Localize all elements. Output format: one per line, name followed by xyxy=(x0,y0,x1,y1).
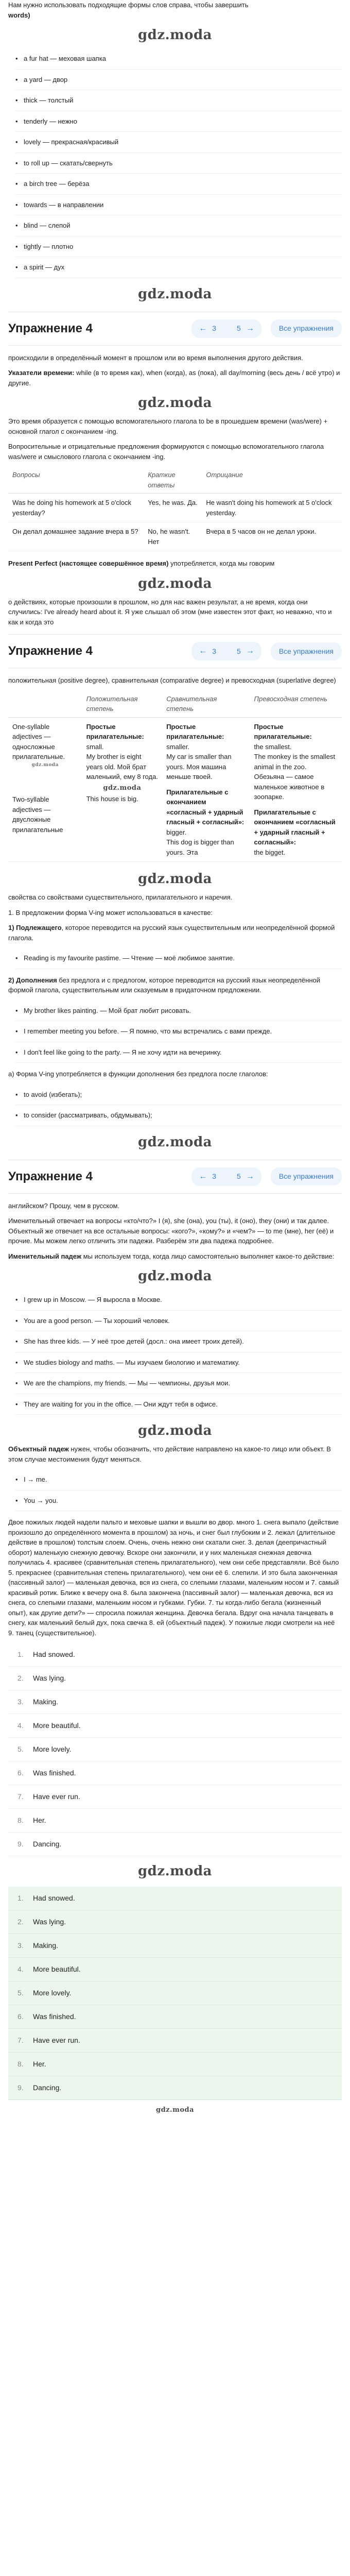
degrees-table xyxy=(8,691,342,862)
list-item: • We are the champions, my friends. — Мы — чемпионы, друзья мои. xyxy=(15,1373,342,1394)
next-exercise-link[interactable]: 5 xyxy=(237,1172,241,1180)
list-item: • thick — толстый xyxy=(15,90,342,111)
gerund-object-examples xyxy=(8,1001,342,1063)
prev-arrow-icon[interactable]: ← xyxy=(199,324,207,333)
watermark-logo: gdz.moda xyxy=(137,395,213,411)
past-cont-markers: Указатели времени: while (в то время как), when (когда), as (пока), all day/morning (весь день / всё утро) и другие. xyxy=(8,369,340,387)
answer-row: 8. Her. xyxy=(8,1809,342,1833)
exercise-nav xyxy=(191,319,342,338)
exercise-title: Упражнение 4 xyxy=(8,1169,93,1183)
watermark-logo: gdz.moda xyxy=(137,1268,213,1284)
answer-row: 8. Her. xyxy=(8,2053,342,2076)
table-header: Краткие ответы xyxy=(144,467,202,494)
table-row: Он делал домашнее задание вчера в 5? No, he wasn't. Нет Вчера в 5 часов он не делал уроки. xyxy=(8,522,342,551)
watermark-logo: gdz.moda xyxy=(155,2106,195,2114)
all-exercises-button[interactable]: Все упражнения xyxy=(271,319,342,337)
answer-row: 5. More lovely. xyxy=(8,1738,342,1761)
all-exercises-button[interactable]: Все упражнения xyxy=(271,642,342,660)
list-item: • We studies biology and maths. — Мы изучаем биологию и математику. xyxy=(15,1352,342,1374)
list-item: • blind — слепой xyxy=(15,215,342,236)
next-exercise-link[interactable]: 5 xyxy=(237,324,241,332)
next-arrow-icon[interactable]: → xyxy=(246,324,254,333)
list-item: • to avoid (избегать); xyxy=(15,1084,342,1106)
answer-row: 3. Making. xyxy=(8,1690,342,1714)
table-header: Положительная степень xyxy=(82,691,163,718)
prev-arrow-icon[interactable]: ← xyxy=(199,647,207,655)
watermark-logo: gdz.moda xyxy=(137,1863,213,1879)
exercise-nav xyxy=(191,642,342,660)
answer-row: 1. Had snowed. xyxy=(8,1887,342,1910)
gerund-subject: 1) Подлежащего, которое переводится на русский язык существительным или неопределённой формой глагола. xyxy=(8,924,335,942)
answer-row: 2. Was lying. xyxy=(8,1910,342,1934)
prev-exercise-link[interactable]: 3 xyxy=(212,1172,217,1180)
vocab-list xyxy=(8,48,342,278)
prev-arrow-icon[interactable]: ← xyxy=(199,1172,207,1181)
answer-row: 6. Was finished. xyxy=(8,1761,342,1785)
exercise-nav xyxy=(191,1167,342,1186)
present-perfect-text2: о действиях, которые произошли в прошлом, но для нас важен результат, а не время, когда они случились: I've already heard about it. Я уже слышал об этом (мне известен этот факт, но неважно, что и как и когда это xyxy=(8,598,332,626)
answer-row: 3. Making. xyxy=(8,1934,342,1958)
list-item: • I grew up in Moscow. — Я выросла в Москве. xyxy=(15,1290,342,1311)
table-header: Превосходная степень xyxy=(250,691,342,718)
table-header: Отрицание xyxy=(202,467,342,494)
present-perfect-text: Present Perfect (настоящее совершённое время) употребляется, когда мы говорим xyxy=(8,560,275,567)
watermark-logo: gdz.moda xyxy=(137,575,213,591)
list-item: • tightly — плотно xyxy=(15,236,342,258)
answer-row: 9. Dancing. xyxy=(8,1833,342,1856)
answer-row: 5. More lovely. xyxy=(8,1981,342,2005)
list-item: • tenderly — нежно xyxy=(15,111,342,132)
all-exercises-button[interactable]: Все упражнения xyxy=(271,1167,342,1185)
exercise-title: Упражнение 4 xyxy=(8,321,93,335)
prev-exercise-link[interactable]: 3 xyxy=(212,647,217,655)
intro-text: Нам нужно использовать подходящие формы слов справа, чтобы завершить words) xyxy=(8,1,249,19)
past-cont-p2: Это время образуется с помощью вспомогательного глагола to be в прошедшем времени (was/were) + основной глагол с окончанием -ing. xyxy=(8,417,328,435)
exercise-title: Упражнение 4 xyxy=(8,644,93,658)
watermark-logo: gdz.moda xyxy=(137,286,213,302)
list-item: • to consider (рассматривать, обдумывать); xyxy=(15,1105,342,1126)
watermark-logo: gdz.moda xyxy=(137,871,213,887)
story-text: Двое пожилых людей надели пальто и меховые шапки и вышли во двор. много 1. снега выпало (действие произошло до определённого момента в прошлом) за ночь, и снег был глубоким и 2. лежал (длительное действие в прошлом) толстым слоем. Очень, очень нежно они скатали снег. 3. делая (деепричастный оборот) маленькую снежную девочку. Вскоре они закончили, и у них маленькая снежная девочка получилась 4. красивее (сравнительная степень прилагательного), чем они себе представляли. Всё было 5. прекраснее (сравнительная степень прилагательного), чем они её 6. слепили. И это была законченная (пассивный залог) — маленькая девочка, вся из снега, со слепыми глазами, маленьким носом и 7. самый красивый ротик. Ближе к вечеру она 8. была закончена (пассивный залог) — маленькая девочка, вся из снега, со слепыми глазами, маленьким носом и губками. Губки. 7. ты когда-либо бегала (жизненный опыт), как другие дети?» — спросила пожилая женщина. Девочка бегала. Вдруг она начала танцевать в снегу, как маленький белый дух, пока свечка 8. ей (объектный падеж). У пожилые люди смотрели на неё 9. танец (существительное). xyxy=(8,1518,339,1637)
list-item: • a birch tree — берёза xyxy=(15,174,342,195)
table-header: Сравнительная степень xyxy=(162,691,250,718)
answer-row: 2. Was lying. xyxy=(8,1667,342,1690)
answer-row: 4. More beautiful. xyxy=(8,1714,342,1738)
list-item: • She has three kids. — У неё трое детей (досл.: она имеет троих детей). xyxy=(15,1331,342,1352)
pronouns-nom-examples xyxy=(8,1290,342,1415)
answer-row: 1. Had snowed. xyxy=(8,1643,342,1667)
watermark-logo: gdz.moda xyxy=(137,1134,213,1150)
gerund-a-examples xyxy=(8,1084,342,1126)
list-item: • I → me. xyxy=(15,1469,342,1490)
list-item: • I don't feel like going to the party. — Я не хочу идти на вечеринку. xyxy=(15,1042,342,1063)
watermark-logo: gdz.moda xyxy=(137,1423,213,1438)
answer-row: 4. More beautiful. xyxy=(8,1958,342,1981)
list-item: • lovely — прекрасная/красивый xyxy=(15,132,342,153)
prev-exercise-link[interactable]: 3 xyxy=(212,324,217,332)
pronouns-p1: английском? Прошу, чем в русском. xyxy=(8,1201,120,1210)
exercise-header xyxy=(8,634,342,668)
table-row: One-syllable adjectives — односложные прилагательные. gdz.moda Two-syllable adjectives — двусложные прилагательные Простые прилагательные: small. My brother is eight years old. Мой брат маленький, ему 8 года. gdz.moda This house is big. Простые прилагательные: smaller. My car is smaller than yours. Моя машина меньше твоей. Прилагательные с окончанием «согласный + ударный гласный + согласный»: bigger. This dog is bigger than yours. Эта Простые прилагательные: the smallest. The monkey is the smallest animal in the zoo. Обезьяна — самое маленькое животное в зоопарке. Прилагательные с окончанием «согласный + ударный гласный + согласный»: the bigget. xyxy=(8,717,342,862)
exercise-pager xyxy=(191,642,261,660)
list-item: • a yard — двор xyxy=(15,70,342,91)
gerund-subject-examples xyxy=(8,948,342,969)
next-exercise-link[interactable]: 5 xyxy=(237,647,241,655)
pronouns-obj-examples xyxy=(8,1469,342,1511)
degrees-intro: положительная (positive degree), сравнительная (comparative degree) и превосходная (superlative degree) xyxy=(8,676,336,684)
pronouns-obj: Объектный падеж нужен, чтобы обозначить, что действие направлено на какое-то лицо или объект. В этом случае местоимения будут меняться. xyxy=(8,1445,331,1463)
answer-row: 9. Dancing. xyxy=(8,2076,342,2100)
past-cont-p1: происходили в определённый момент в прошлом или во время выполнения другого действия. xyxy=(8,353,303,362)
pronouns-nom: Именительный падеж мы используем тогда, когда лицо самостоятельно выполняет какое-то действие: xyxy=(8,1252,335,1260)
list-item: • My brother likes painting. — Мой брат любит рисовать. xyxy=(15,1001,342,1022)
past-cont-table xyxy=(8,467,342,551)
list-item: • towards — в направлении xyxy=(15,195,342,216)
list-item: • They are waiting for you in the office. — Они ждут тебя в офисе. xyxy=(15,1394,342,1415)
answer-row: 7. Have ever run. xyxy=(8,2029,342,2053)
pronouns-p2: Именительный отвечает на вопросы «кто/что?» I (я), she (она), you (ты), it (оно), they (они) и так далее. Объектный же отвечает на все остальные вопросы: «кого?», «кому?» и «чем?» — to me (мне), her (её) и прочие. Мы можем легко отличить эти падежи. Разберём эти два падежа подробнее. xyxy=(8,1217,334,1245)
answer-row: 7. Have ever run. xyxy=(8,1785,342,1809)
answer-row: 6. Was finished. xyxy=(8,2005,342,2029)
exercise-header xyxy=(8,312,342,346)
past-cont-p3: Вопросительные и отрицательные предложения формируются с помощью вспомогательного глагола was/were и смыслового глагола с окончанием -ing. xyxy=(8,443,324,461)
list-item: • You are a good person. — Ты хороший человек. xyxy=(15,1311,342,1332)
watermark-logo: gdz.moda xyxy=(137,27,213,43)
gerund-a: а) Форма V-ing употребляется в функции дополнения без предлога после глаголов: xyxy=(8,1070,268,1078)
list-item: • to roll up — скатать/свернуть xyxy=(15,153,342,174)
list-item: • a fur hat — меховая шапка xyxy=(15,48,342,70)
table-row: Was he doing his homework at 5 o'clock yesterday? Yes, he was. Да. He wasn't doing his homework at 5 o'clock yesterday. xyxy=(8,494,342,522)
table-header: Вопросы xyxy=(8,467,144,494)
next-arrow-icon[interactable]: → xyxy=(246,647,254,655)
answer-list-highlighted xyxy=(8,1887,342,2100)
gerund-p2: 1. В предложении форма V-ing может использоваться в качестве: xyxy=(8,908,213,917)
gerund-object: 2) Дополнения без предлога и с предлогом, которое переводится на русский язык неопределённой формой глагола, существительным или сказуемым в придаточном предложении. xyxy=(8,976,321,994)
answer-list xyxy=(8,1643,342,1856)
list-item: • I remember meeting you before. — Я помню, что мы встречались с вами прежде. xyxy=(15,1021,342,1042)
exercise-pager xyxy=(191,319,261,338)
exercise-pager xyxy=(191,1167,261,1186)
next-arrow-icon[interactable]: → xyxy=(246,1172,254,1181)
gerund-p1: свойства со свойствами существительного, прилагательного и наречия. xyxy=(8,893,233,901)
list-item: • a spirit — дух xyxy=(15,257,342,278)
list-item: • Reading is my favourite pastime. — Чтение — моё любимое занятие. xyxy=(15,948,342,969)
exercise-header xyxy=(8,1160,342,1194)
list-item: • You → you. xyxy=(15,1490,342,1512)
